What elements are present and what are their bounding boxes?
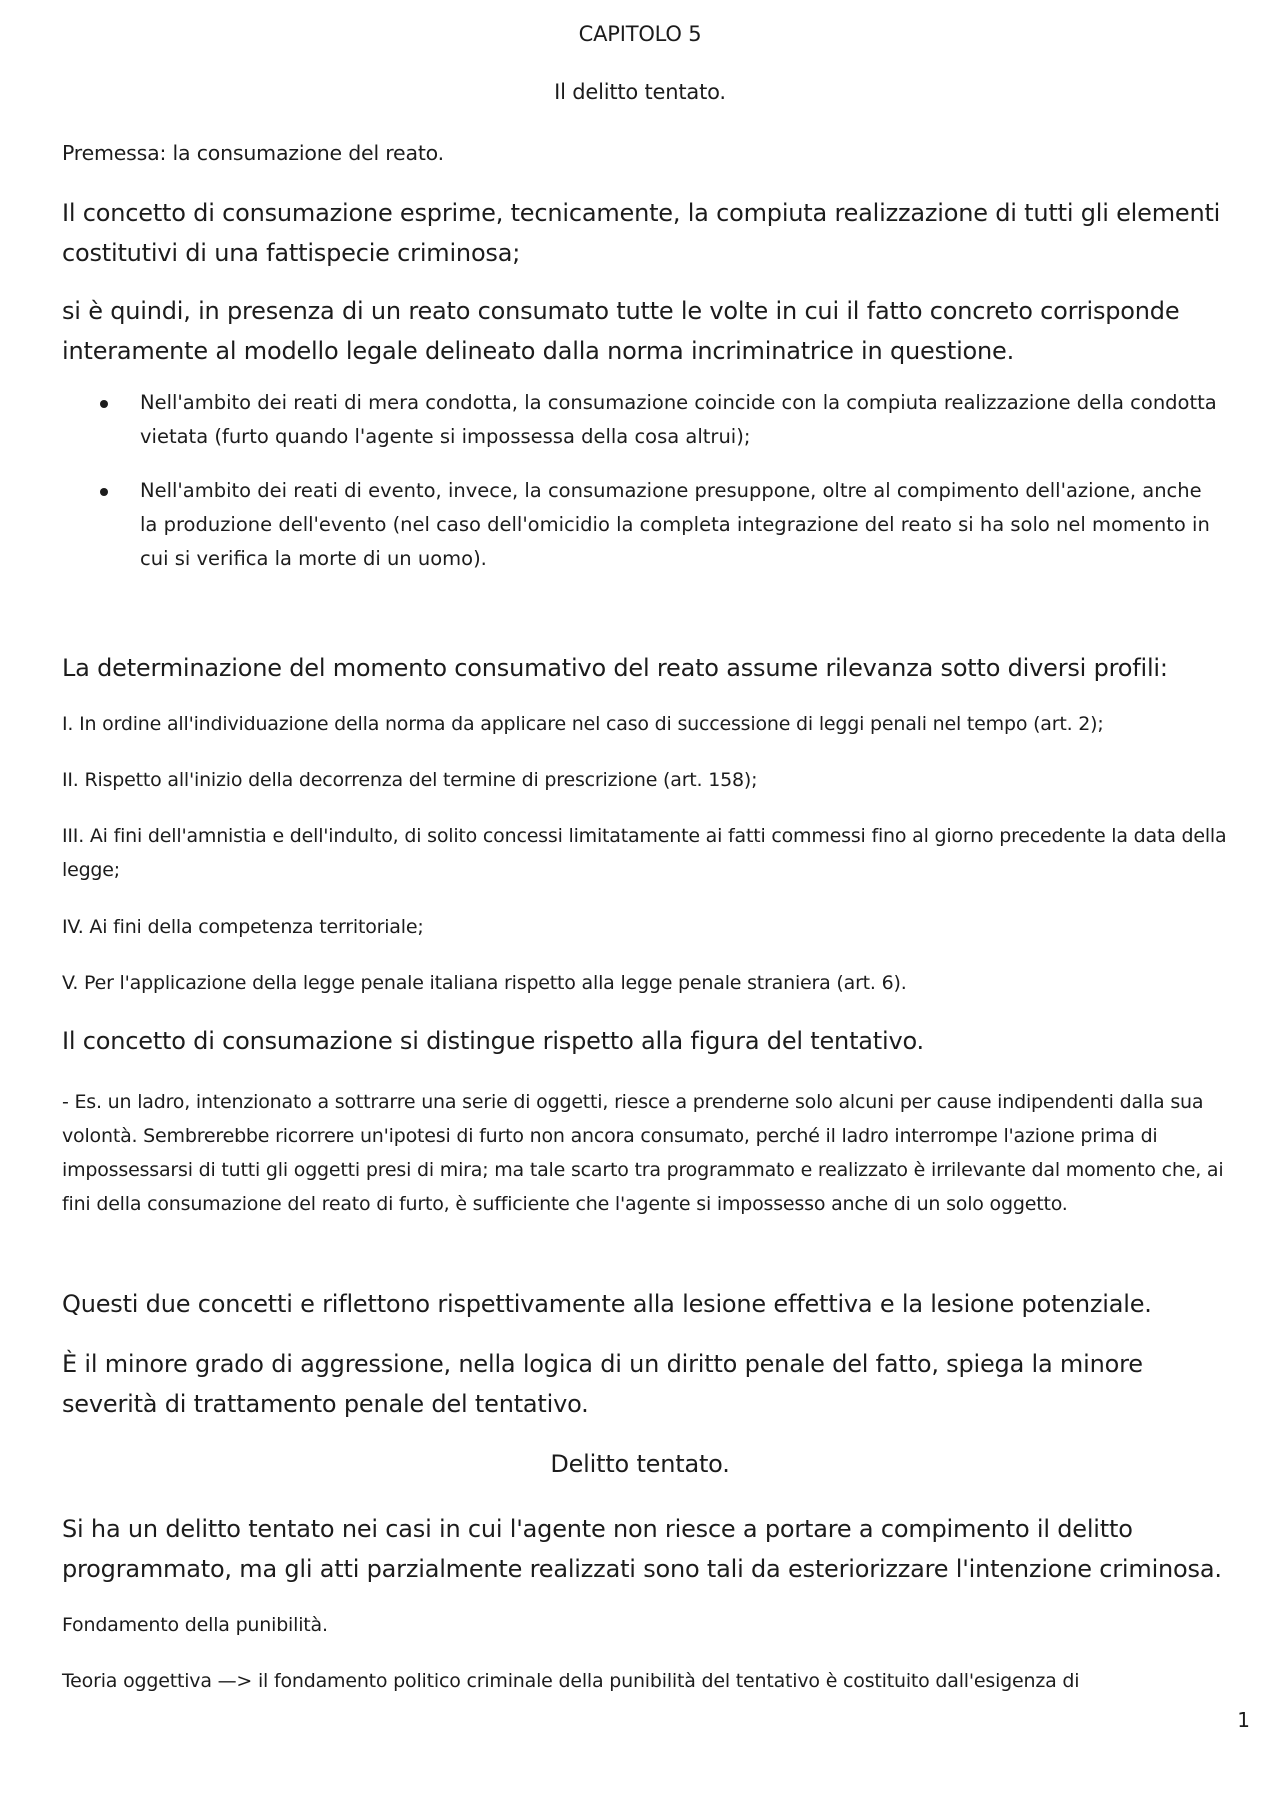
chapter-label: CAPITOLO 5 — [578, 22, 702, 46]
list-item: III. Ai fini dell'amnistia e dell'indulto, di solito concessi limitatamente ai fatti commessi fino al giorno precedente la data della legge; — [62, 825, 1227, 881]
severita-paragraph: È il minore grado di aggressione, nella logica di un diritto penale del fatto, spiega la minore severità di trattamento penale del tentativo. — [62, 1350, 1143, 1418]
bullet-text: Nell'ambito dei reati di mera condotta, la consumazione coincide con la compiuta realizzazione della condotta vietata (furto quando l'agente si impossessa della cosa altrui); — [140, 391, 1217, 448]
distinzione-paragraph: Il concetto di consumazione si distingue rispetto alla figura del tentativo. — [62, 1027, 924, 1055]
intro-paragraph-2: si è quindi, in presenza di un reato consumato tutte le volte in cui il fatto concreto corrisponde interamente al modello legale delineato dalla norma incriminatrice in questione. — [62, 297, 1180, 365]
lesione-paragraph: Questi due concetti e riflettono rispettivamente alla lesione effettiva e la lesione potenziale. — [62, 1290, 1152, 1318]
section-title: Delitto tentato. — [550, 1450, 730, 1478]
list-item: I. In ordine all'individuazione della norma da applicare nel caso di successione di leggi penali nel tempo (art. 2); — [62, 713, 1104, 735]
fondamento-heading: Fondamento della punibilità. — [62, 1614, 328, 1636]
list-item — [100, 386, 1220, 454]
list-item: IV. Ai fini della competenza territoriale; — [62, 916, 424, 938]
esempio-paragraph: - Es. un ladro, intenzionato a sottrarre una serie di oggetti, riesce a prenderne solo alcuni per cause indipendenti dalla sua volontà. Sembrerebbe ricorrere un'ipotesi di furto non ancora consumato, perché il ladro interrompe l'azione prima di impossessarsi di tutti gli oggetti presi di mira; ma tale scarto tra programmato e realizzato è irrilevante dal momento che, ai fini della consumazione del reato di furto, è sufficiente che l'agente si impossesso anche di un solo oggetto. — [62, 1091, 1224, 1215]
chapter-title: Il delitto tentato. — [554, 80, 726, 104]
bullet-icon — [100, 488, 108, 496]
delitto-tentato-paragraph: Si ha un delitto tentato nei casi in cui l'agente non riesce a portare a compimento il delitto programmato, ma gli atti parzialmente realizzati sono tali da esteriorizzare l'intenzione criminosa. — [62, 1515, 1222, 1583]
page-number: 1 — [1237, 1708, 1250, 1732]
list-item: II. Rispetto all'inizio della decorrenza del termine di prescrizione (art. 158); — [62, 769, 758, 791]
list-item — [100, 474, 1220, 576]
premessa-heading: Premessa: la consumazione del reato. — [62, 141, 444, 165]
teoria-oggettiva-paragraph: Teoria oggettiva —> il fondamento politico criminale della punibilità del tentativo è costituito dall'esigenza di — [62, 1670, 1080, 1692]
bullet-icon — [100, 400, 108, 408]
bullet-text: Nell'ambito dei reati di evento, invece, la consumazione presuppone, oltre al compimento dell'azione, anche la produzione dell'evento (nel caso dell'omicidio la completa integrazione del reato si ha solo nel momento in cui si verifica la morte di un uomo). — [140, 479, 1210, 570]
determinazione-heading: La determinazione del momento consumativo del reato assume rilevanza sotto diversi profili: — [62, 654, 1168, 682]
intro-paragraph-1: Il concetto di consumazione esprime, tecnicamente, la compiuta realizzazione di tutti gli elementi costitutivi di una fattispecie criminosa; — [62, 199, 1221, 267]
consumazione-bullet-list — [100, 386, 1220, 596]
list-item: V. Per l'applicazione della legge penale italiana rispetto alla legge penale straniera (art. 6). — [62, 972, 907, 994]
